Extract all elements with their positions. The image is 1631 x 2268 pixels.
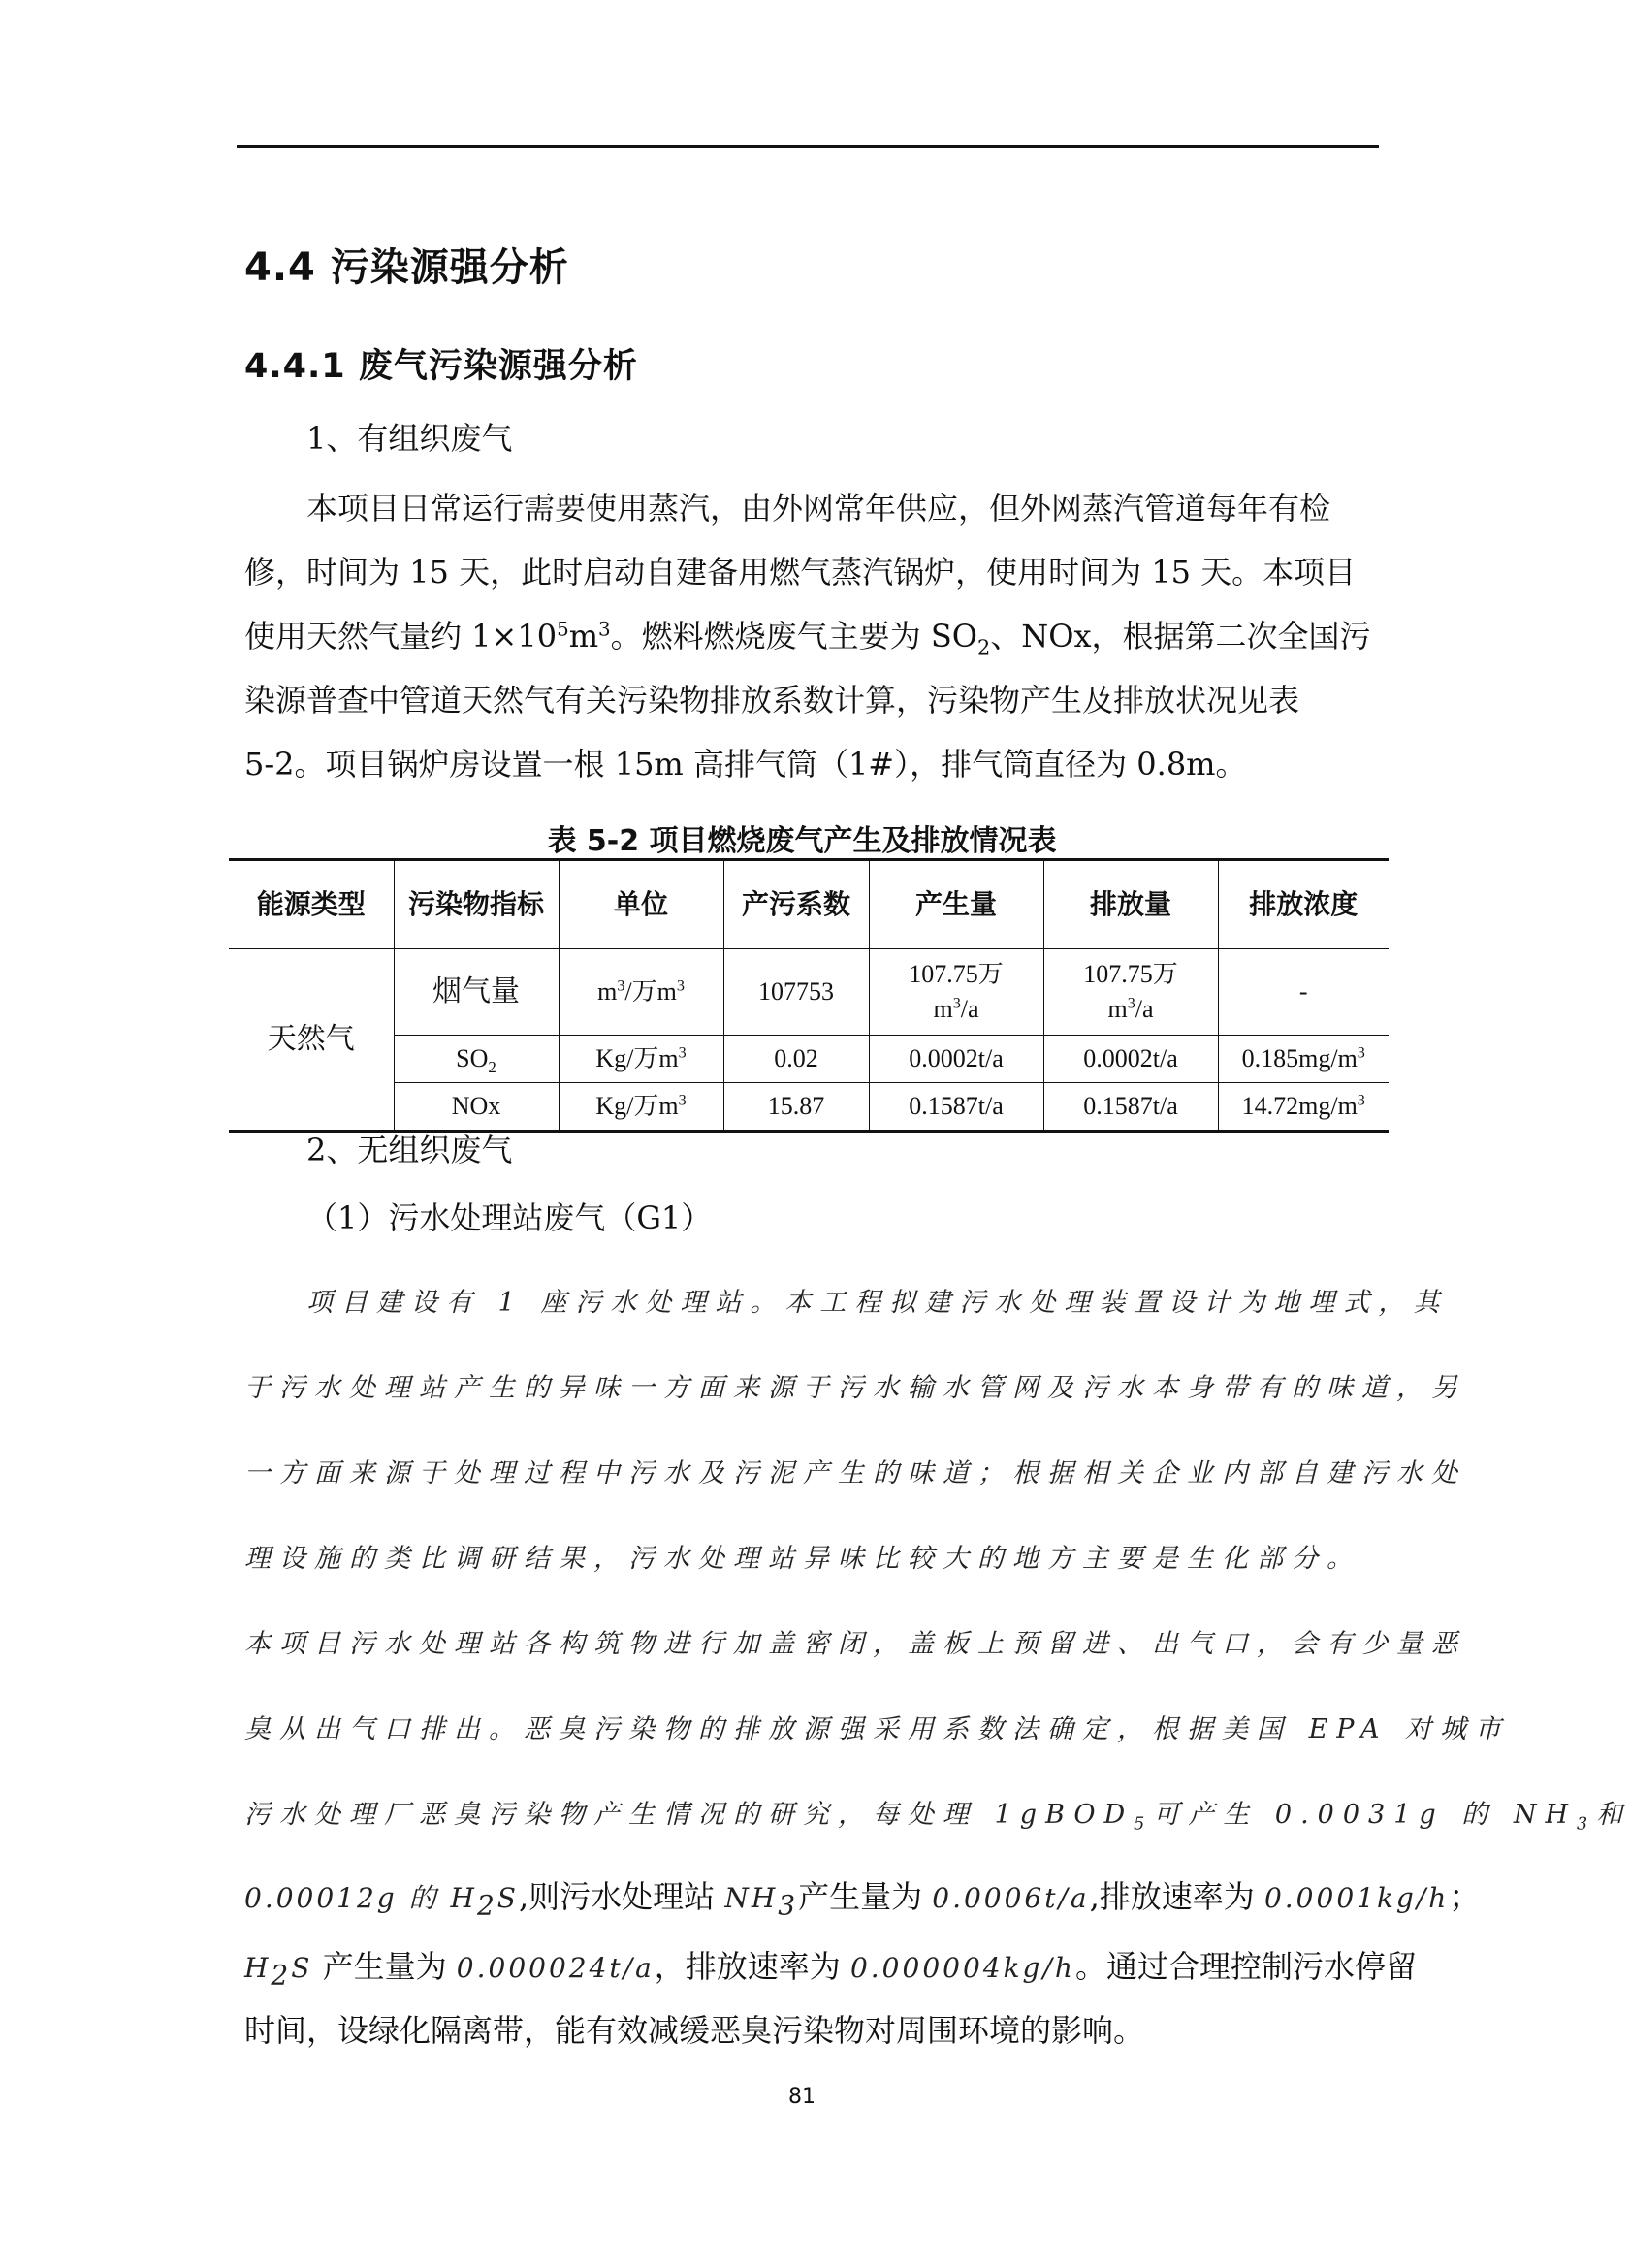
paragraph-line: 使用天然气量约 $1\times 10^5m^3$。燃料燃烧废气主要为 $SO_2$、NOx，根据第二次全国污	[244, 618, 1371, 659]
item-unorganized-exhaust: 2、无组织废气	[306, 1132, 513, 1168]
paragraph-line: 本项目日常运行需要使用蒸汽，由外网常年供应，但外网蒸汽管道每年有检	[306, 490, 1331, 527]
section-heading: 4.4 污染源强分析	[244, 245, 569, 290]
col-header: 单位	[559, 860, 723, 949]
item-organized-exhaust: 1、有组织废气	[306, 420, 513, 457]
production-cell: 107.75万 $m^3/a$	[869, 949, 1043, 1036]
table-header-row	[229, 860, 1389, 949]
mixed-text-line: $H_2S$ 产生量为 0.000024t/a，排放速率为 0.000004kg/h。通过合理控制污水停留	[244, 1948, 1417, 1992]
item-wastewater-station-exhaust: （1）污水处理站废气（G1）	[306, 1199, 713, 1236]
paragraph-line: 时间，设绿化隔离带，能有效减缓恶臭污染物对周围环境的影响。	[244, 2012, 1145, 2049]
paragraph-line: 修，时间为 15 天，此时启动自建备用燃气蒸汽锅炉，使用时间为 15 天。本项目	[244, 554, 1357, 591]
paragraph-line: 染源普查中管道天然气有关污染物排放系数计算，污染物产生及排放状况见表	[244, 682, 1300, 719]
concentration-cell: $14.72mg/m^3$	[1218, 1083, 1389, 1132]
mixed-text-line: 0.00012g 的 $H_2S$,则污水处理站 $NH_3$产生量为 0.0006t/a,排放速率为 0.0001kg/h；	[244, 1878, 1481, 1922]
pollutant-cell: NOx	[394, 1083, 559, 1132]
unit-cell: Kg/万$m^3$	[559, 1036, 723, 1083]
table-row	[229, 1083, 1389, 1132]
handwritten-line: 污水处理厂恶臭污染物产生情况的研究，每处理 1gBOD$_5$可产生 0.0031g 的 $NH_3$和	[244, 1800, 1631, 1835]
col-header: 排放浓度	[1218, 860, 1389, 949]
energy-type-cell: 天然气	[229, 949, 394, 1132]
col-header: 产污系数	[723, 860, 869, 949]
handwritten-line: 理设施的类比调研结果，污水处理站异味比较大的地方主要是生化部分。	[244, 1544, 1361, 1574]
handwritten-line: 于污水处理站产生的异味一方面来源于污水输水管网及污水本身带有的味道，另	[244, 1373, 1466, 1403]
coefficient-cell: 15.87	[723, 1083, 869, 1132]
table-caption: 表 5-2 项目燃烧废气产生及排放情况表	[547, 824, 1057, 858]
pollutant-cell: $SO_2$	[394, 1036, 559, 1083]
unit-cell: $m^3/$万$m^3$	[559, 949, 723, 1036]
production-cell: 0.0002t/a	[869, 1036, 1043, 1083]
col-header: 产生量	[869, 860, 1043, 949]
emission-cell: 0.0002t/a	[1043, 1036, 1218, 1083]
emission-table	[229, 858, 1389, 1133]
table-row	[229, 949, 1389, 1036]
emission-cell: 107.75万 $m^3/a$	[1043, 949, 1218, 1036]
concentration-cell: $0.185mg/m^3$	[1218, 1036, 1389, 1083]
header-rule	[237, 145, 1379, 148]
handwritten-line: 本项目污水处理站各构筑物进行加盖密闭，盖板上预留进、出气口，会有少量恶	[244, 1629, 1466, 1659]
table-row	[229, 1036, 1389, 1083]
unit-cell: Kg/万$m^3$	[559, 1083, 723, 1132]
col-header: 能源类型	[229, 860, 394, 949]
coefficient-cell: 107753	[723, 949, 869, 1036]
handwritten-line: 项目建设有 1 座污水处理站。本工程拟建污水处理装置设计为地埋式，其	[306, 1288, 1449, 1318]
emission-cell: 0.1587t/a	[1043, 1083, 1218, 1132]
coefficient-cell: 0.02	[723, 1036, 869, 1083]
page-number: 81	[788, 2085, 816, 2109]
col-header: 污染物指标	[394, 860, 559, 949]
handwritten-line: 一方面来源于处理过程中污水及污泥产生的味道；根据相关企业内部自建污水处	[244, 1458, 1466, 1488]
concentration-cell: -	[1218, 949, 1389, 1036]
handwritten-line: 臭从出气口排出。恶臭污染物的排放源强采用系数法确定，根据美国 EPA 对城市	[244, 1714, 1511, 1744]
subsection-heading: 4.4.1 废气污染源强分析	[244, 347, 638, 386]
pollutant-cell: 烟气量	[394, 949, 559, 1036]
production-cell: 0.1587t/a	[869, 1083, 1043, 1132]
col-header: 排放量	[1043, 860, 1218, 949]
paragraph-line: 5-2。项目锅炉房设置一根 15m 高排气筒（1#），排气筒直径为 0.8m。	[244, 746, 1247, 783]
